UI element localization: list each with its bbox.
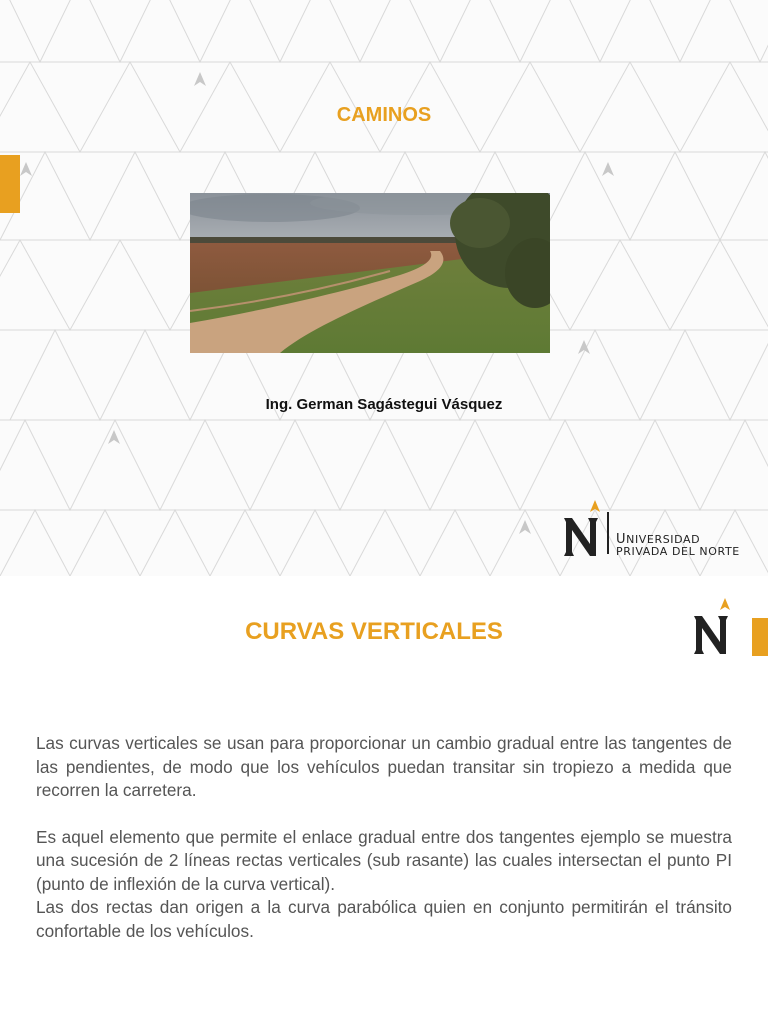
author-name: Ing. German Sagástegui Vásquez xyxy=(265,396,503,413)
logo-text: UNIVERSIDAD PRIVADA DEL NORTE xyxy=(616,532,740,558)
body-text xyxy=(36,732,732,943)
slide-title: CURVAS VERTICALES xyxy=(245,618,503,645)
logo-divider xyxy=(607,512,609,554)
logo-n-icon xyxy=(690,598,734,656)
paragraph: Es aquel elemento que permite el enlace gradual entre dos tangentes ejemplo se muestra una sucesión de 2 líneas rectas verticales (sub rasante) las cuales intersectan el punto PI (punto de inflexión de la curva vertical). xyxy=(36,826,732,894)
paragraph: Las curvas verticales se usan para proporcionar un cambio gradual entre las tangentes de las pendientes, de modo que los vehículos puedan transitar sin tropiezo a medida que recorren la carretera. xyxy=(36,733,732,800)
accent-bar xyxy=(0,155,20,213)
content-slide xyxy=(0,576,768,1024)
slide-title: CAMINOS xyxy=(336,104,432,126)
paragraph: Las dos rectas dan origen a la curva parabólica quien en conjunto permitirán el tránsito confortable de los vehículos. xyxy=(36,897,732,941)
logo-n-icon xyxy=(560,500,604,558)
road-photo xyxy=(190,193,550,353)
accent-bar xyxy=(752,618,768,656)
university-logo xyxy=(560,500,765,560)
